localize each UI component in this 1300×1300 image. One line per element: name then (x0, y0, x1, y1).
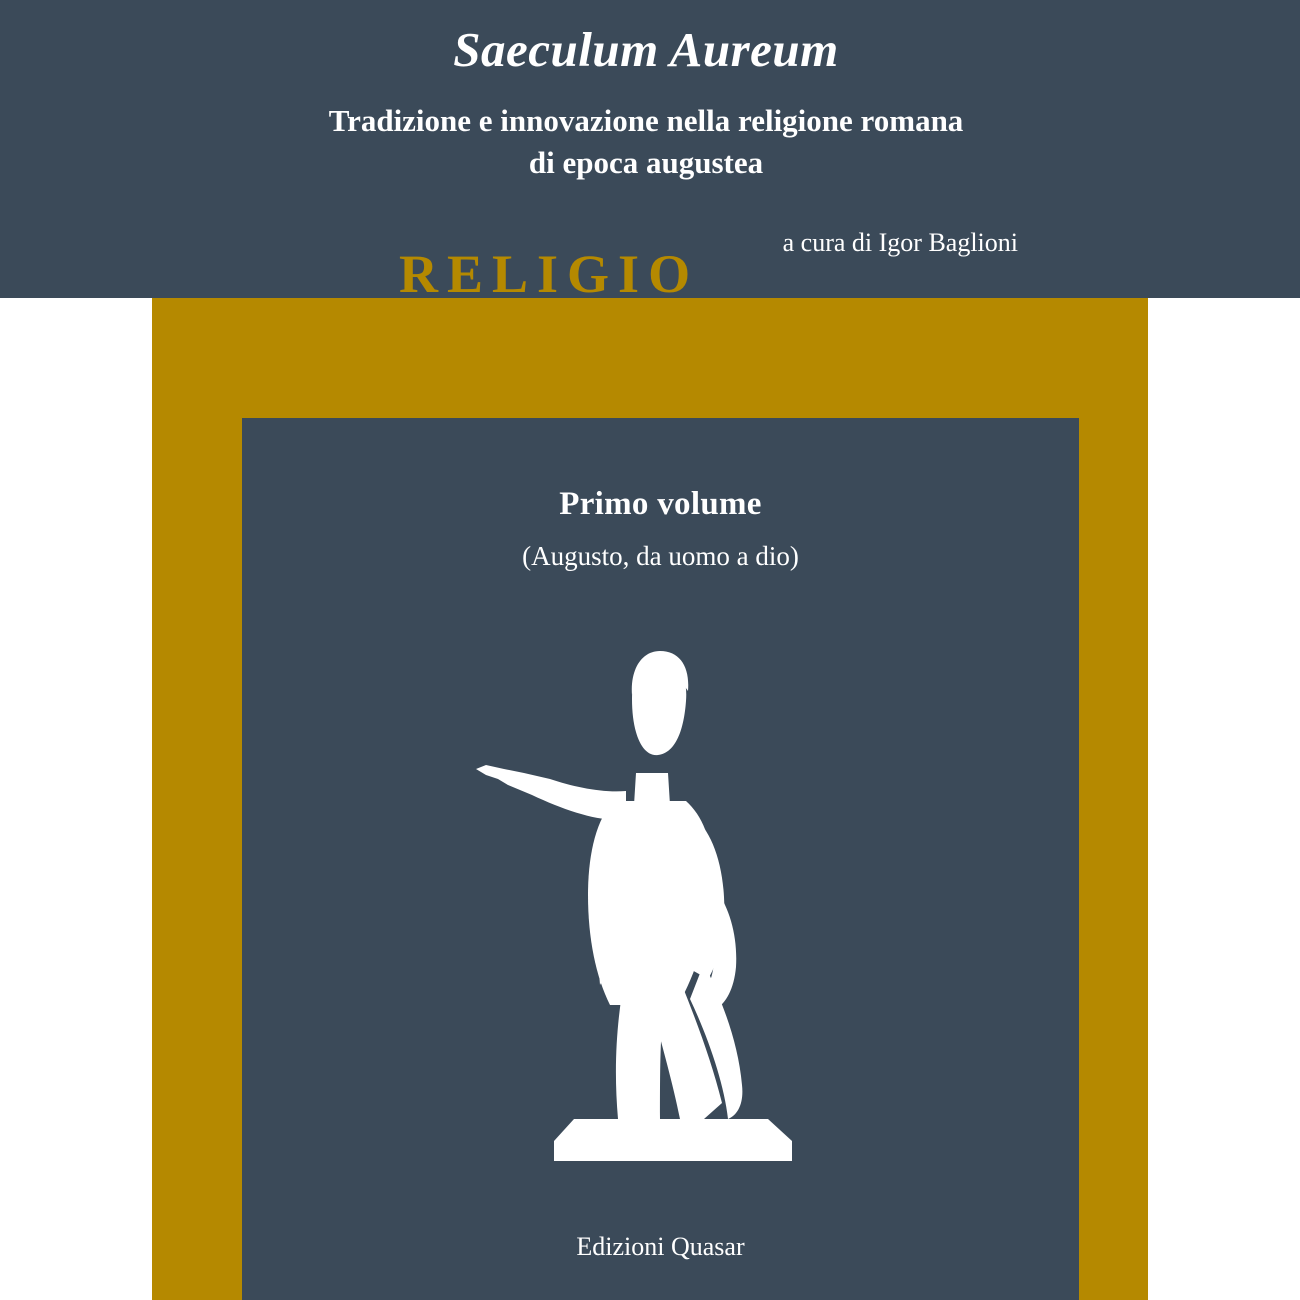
volume-subtitle: (Augusto, da uomo a dio) (522, 541, 799, 571)
book-editor: a cura di Igor Baglioni (782, 228, 1018, 258)
volume-title: Primo volume (559, 486, 762, 522)
inner-panel (242, 418, 1079, 1300)
book-subtitle-line-1: Tradizione e innovazione nella religione romana (328, 103, 964, 139)
publisher-name: Edizioni Quasar (576, 1232, 745, 1261)
series-label: RELIGIO (399, 244, 700, 304)
book-title: Saeculum Aureum (453, 22, 839, 77)
book-subtitle-line-2: di epoca augustea (528, 145, 764, 181)
title-block (266, 22, 1026, 258)
top-band-left-fill (0, 0, 152, 298)
top-band-right-fill (1148, 0, 1300, 298)
augustus-statue-icon (242, 618, 1079, 1178)
cover-page-body (152, 0, 1148, 1300)
